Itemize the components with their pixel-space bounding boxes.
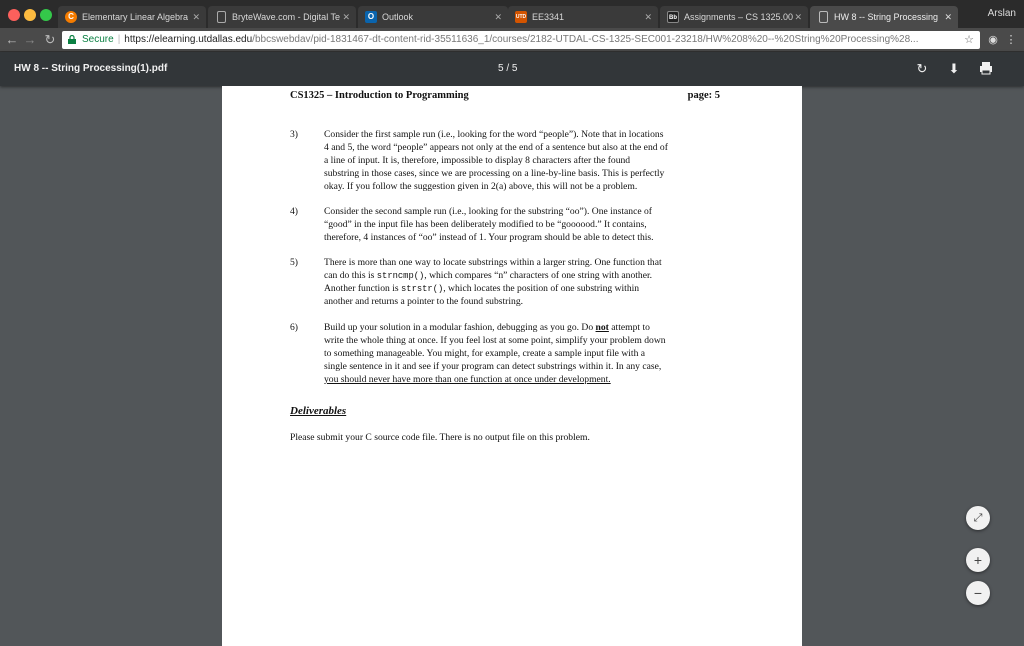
maximize-window-button[interactable] xyxy=(40,9,52,21)
text-line xyxy=(324,270,738,283)
bookmark-star-icon[interactable]: ☆ xyxy=(964,34,974,46)
deliverables-heading: Deliverables xyxy=(290,405,347,417)
submit-instructions: Please submit your C source code file. There is no output file on this problem. xyxy=(290,432,590,443)
address-separator: | xyxy=(117,34,121,45)
item-text xyxy=(324,206,738,245)
course-icon: UTD xyxy=(515,11,527,23)
minimize-window-button[interactable] xyxy=(24,9,36,21)
item-text xyxy=(324,257,738,309)
tab-outlook[interactable] xyxy=(358,6,508,28)
text-line: substring in those cases, since we are processing on a line-by-line basis. This is perfectly xyxy=(324,167,665,179)
tab-label: BryteWave.com - Digital Te xyxy=(232,12,341,22)
text-line-underlined: you should never have more than one function at once under development. xyxy=(324,373,611,385)
tab-label: Outlook xyxy=(382,12,414,22)
text-line: Consider the second sample run (i.e., looking for the substring “oo”). One instance of xyxy=(324,206,652,217)
text-line: therefore, 4 instances of “oo” instead of 1. Your program should be able to detect this. xyxy=(324,231,654,243)
page-indicator[interactable]: 5 / 5 xyxy=(498,63,518,74)
tab-elementary-linear-algebra[interactable] xyxy=(58,6,206,28)
tab-label: EE3341 xyxy=(532,12,565,22)
text-line xyxy=(324,322,738,335)
download-icon[interactable]: ⬇ xyxy=(948,61,960,76)
close-icon[interactable]: ✕ xyxy=(794,12,802,22)
close-icon[interactable]: ✕ xyxy=(644,12,652,22)
text-line: 4 and 5, the word “people” appears not only at the end of a sentence but also at the end of xyxy=(324,141,668,153)
close-icon[interactable]: ✕ xyxy=(342,12,350,22)
tab-label: Assignments – CS 1325.00 xyxy=(684,12,794,22)
document-icon xyxy=(819,11,828,23)
chegg-icon: C xyxy=(65,11,77,23)
print-icon[interactable] xyxy=(978,61,994,77)
text-segment: , which locates the position of one substring within xyxy=(443,282,640,294)
tab-hw8-string-processing[interactable] xyxy=(810,6,958,28)
item-number: 5) xyxy=(290,257,298,268)
printer-svg xyxy=(979,61,993,75)
item-text xyxy=(324,129,738,194)
item-number: 6) xyxy=(290,322,298,333)
tab-brytewave[interactable] xyxy=(208,6,356,28)
tab-strip xyxy=(0,0,1024,28)
page-header xyxy=(290,90,720,101)
pdf-toolbar xyxy=(0,52,1024,86)
zoom-in-button[interactable]: + xyxy=(966,548,990,572)
text-line: There is more than one way to locate substrings within a larger string. One function that xyxy=(324,257,662,268)
zoom-out-button[interactable]: − xyxy=(966,581,990,605)
tab-ee3341[interactable] xyxy=(508,6,658,28)
lock-icon xyxy=(68,35,76,44)
item-number: 4) xyxy=(290,206,298,217)
text-line: okay. If you follow the suggestion given in 2(a) above, this will not be a problem. xyxy=(324,180,638,192)
text-segment: can do this is xyxy=(324,269,377,281)
text-line: a line of input. It is, therefore, impossible to display 8 characters after the found xyxy=(324,154,631,166)
back-arrow-icon[interactable]: ← xyxy=(5,32,19,47)
text-segment: Another function is xyxy=(324,282,402,294)
item-text xyxy=(324,322,738,387)
reload-icon[interactable]: ↻ xyxy=(44,32,56,47)
forward-arrow-icon[interactable]: → xyxy=(23,32,37,47)
text-line: “good” in the input file has been deliberately modified to be “goooood.” It contains, xyxy=(324,218,647,230)
tab-label: Elementary Linear Algebra xyxy=(82,12,189,22)
close-icon[interactable]: ✕ xyxy=(494,12,502,22)
profile-name[interactable]: Arslan xyxy=(987,8,1016,19)
text-line: Consider the first sample run (i.e., looking for the word “people”). Note that in locations xyxy=(324,129,664,140)
rotate-icon[interactable]: ↻ xyxy=(916,61,928,76)
secure-label: Secure xyxy=(82,34,114,45)
tab-assignments[interactable] xyxy=(660,6,808,28)
pdf-title: HW 8 -- String Processing(1).pdf xyxy=(14,63,168,74)
text-line: single sentence in it and see if your program can detect substrings within it. In any case, xyxy=(324,360,662,372)
blackboard-icon: Bb xyxy=(667,11,679,23)
url-host: https://elearning.utdallas.edu xyxy=(124,34,253,45)
tab-label: HW 8 -- String Processing xyxy=(834,12,939,22)
pdf-page xyxy=(222,86,802,646)
close-icon[interactable]: ✕ xyxy=(944,12,952,22)
text-segment: Build up your solution in a modular fashion, debugging as you go. Do xyxy=(324,322,596,333)
menu-dots-icon[interactable]: ⋮ xyxy=(1005,34,1017,46)
text-segment: attempt to xyxy=(608,322,650,333)
close-window-button[interactable] xyxy=(8,9,20,21)
text-line: write the whole thing at once. If you feel lost at some point, simplify your problem down xyxy=(324,334,666,346)
url-path: /bbcswebdav/pid-1831467-dt-content-rid-35511636_1/courses/2182-UTDAL-CS-1325-SEC001-23218/HW%208%20--%20String%20Processing%28... xyxy=(252,34,919,45)
browser-toolbar xyxy=(0,28,1024,52)
item-number: 3) xyxy=(290,129,298,140)
emphasis-not: not xyxy=(595,322,609,333)
fit-to-page-icon[interactable]: ⤢ xyxy=(966,506,990,530)
text-line: another and returns a pointer to the found substring. xyxy=(324,295,524,307)
close-icon[interactable]: ✕ xyxy=(192,12,200,22)
text-line xyxy=(324,283,738,296)
address-bar[interactable] xyxy=(62,31,980,49)
code-strstr: strstr() xyxy=(401,283,444,294)
outlook-icon: O xyxy=(365,11,377,23)
page-number-label: page: 5 xyxy=(687,90,720,101)
text-segment: , which compares “n” characters of one string with another. xyxy=(424,269,653,281)
extension-icon[interactable]: ◉ xyxy=(988,34,998,46)
code-strncmp: strncmp() xyxy=(376,270,425,281)
text-line: to something manageable. You might, for example, create a sample input file with a xyxy=(324,347,646,359)
document-icon xyxy=(217,11,226,23)
course-title: CS1325 – Introduction to Programming xyxy=(290,90,469,101)
